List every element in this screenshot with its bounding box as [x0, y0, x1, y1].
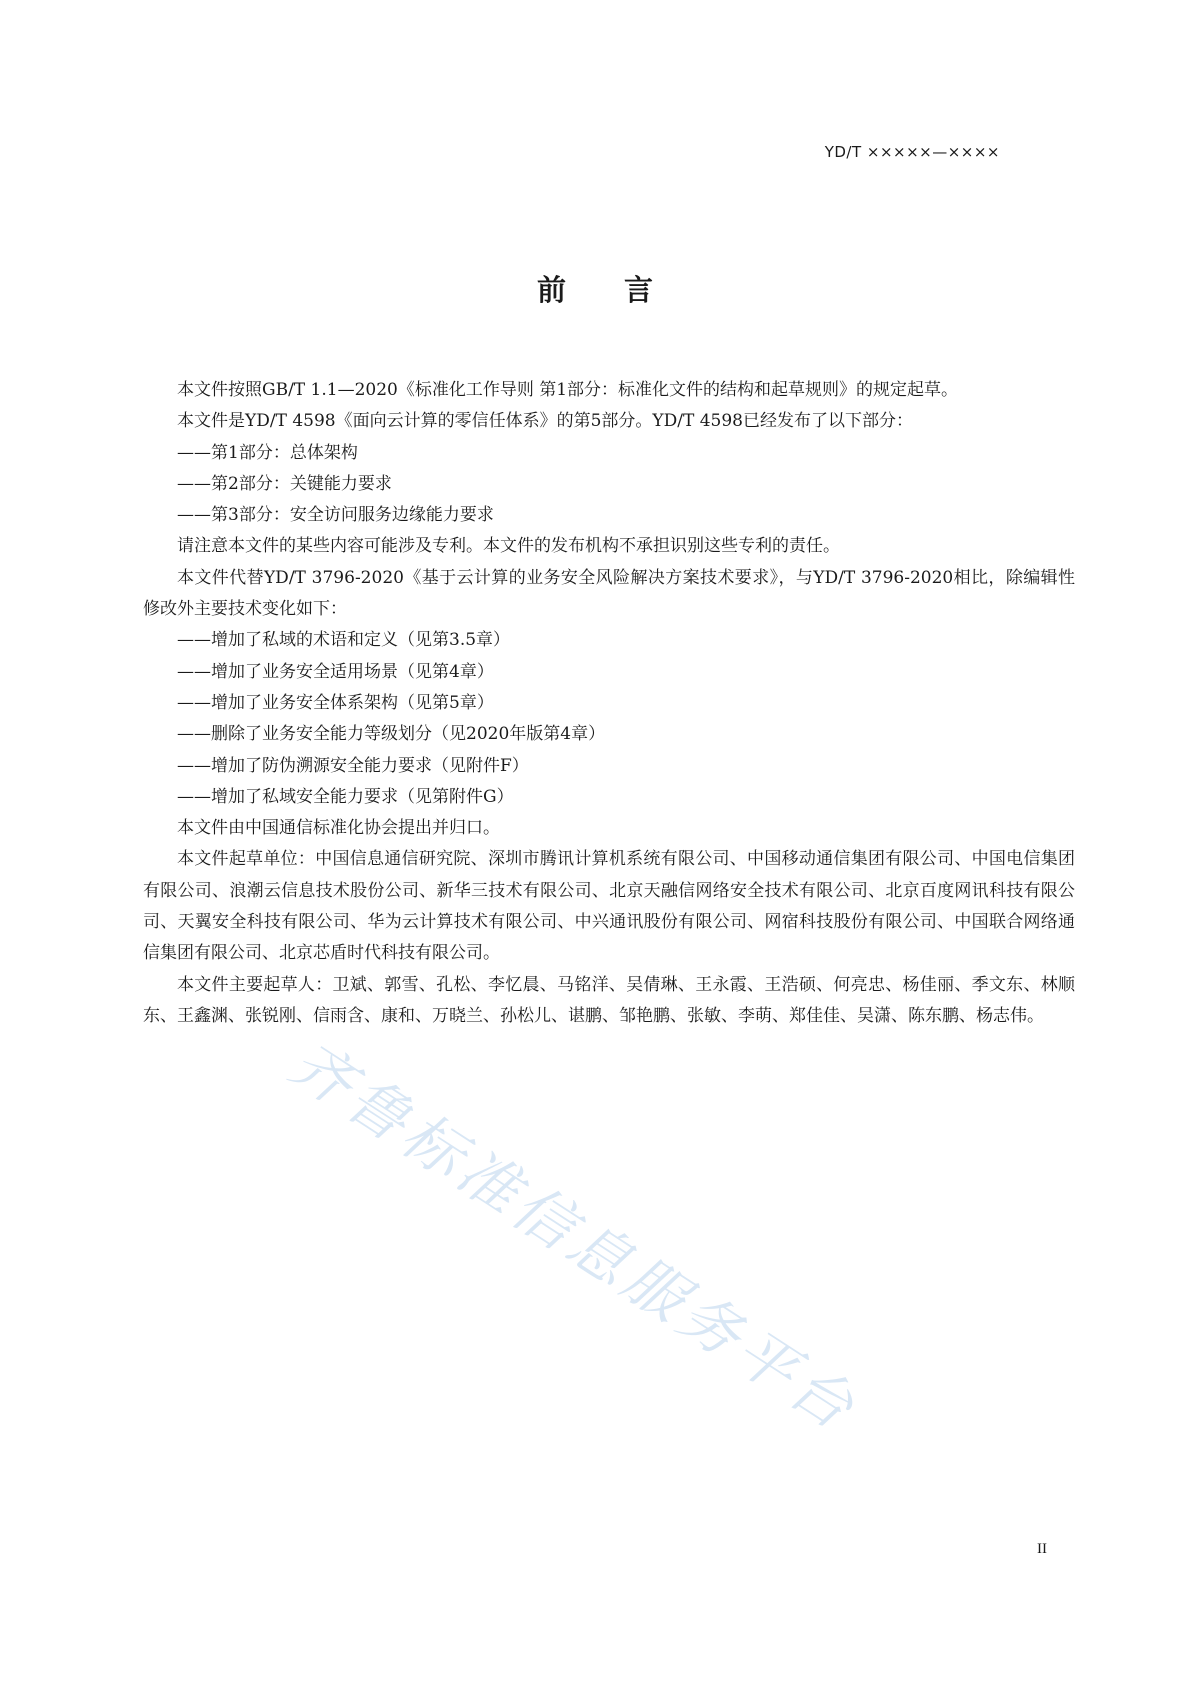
list-item-change-3: ——增加了业务安全体系架构（见第5章）: [177, 692, 494, 713]
document-body: [143, 375, 1075, 1032]
paragraph-drafters: 本文件主要起草人：卫斌、郭雪、孔松、李忆晨、马铭洋、吴倩琳、王永霞、王浩硕、何亮忠、杨佳丽、季文东、林顺东、王鑫渊、张锐刚、信雨含、康和、万晓兰、孙松儿、谌鹏、邹艳鹏、张敏、李萌、郑佳佳、吴潇、陈东鹏、杨志伟。: [143, 974, 1075, 1026]
page-title: 前言: [536, 273, 711, 307]
paragraph-drafting-units: 本文件起草单位：中国信息通信研究院、深圳市腾讯计算机系统有限公司、中国移动通信集团有限公司、中国电信集团有限公司、浪潮云信息技术股份公司、新华三技术有限公司、北京天融信网络安全技术有限公司、北京百度网讯科技有限公司、天翼安全科技有限公司、华为云计算技术有限公司、中兴通讯股份有限公司、网宿科技股份有限公司、中国联合网络通信集团有限公司、北京芯盾时代科技有限公司。: [143, 849, 1075, 964]
list-item-part-1: ——第1部分：总体架构: [177, 442, 358, 463]
paragraph-standard-basis: 本文件按照GB/T 1.1—2020《标准化工作导则 第1部分：标准化文件的结构和起草规则》的规定起草。: [177, 380, 959, 400]
list-item-change-5: ——增加了防伪溯源安全能力要求（见附件F）: [177, 755, 529, 776]
watermark: 齐鲁标准信息服务平台: [278, 1027, 870, 1447]
paragraph-series-intro: 本文件是YD/T 4598《面向云计算的零信任体系》的第5部分。YD/T 4598已经发布了以下部分：: [177, 411, 913, 432]
page-number: II: [1037, 1541, 1047, 1557]
list-item-change-1: ——增加了私域的术语和定义（见第3.5章）: [177, 630, 511, 651]
list-item-change-4: ——删除了业务安全能力等级划分（见2020年版第4章）: [177, 724, 606, 745]
list-item-change-6: ——增加了私域安全能力要求（见第附件G）: [177, 786, 514, 807]
list-item-part-2: ——第2部分：关键能力要求: [177, 473, 392, 494]
document-code: YD/T ×××××—××××: [824, 143, 1000, 161]
paragraph-proposer: 本文件由中国通信标准化协会提出并归口。: [177, 818, 500, 839]
list-item-change-2: ——增加了业务安全适用场景（见第4章）: [177, 661, 494, 682]
list-item-part-3: ——第3部分：安全访问服务边缘能力要求: [177, 505, 494, 526]
paragraph-patent-notice: 请注意本文件的某些内容可能涉及专利。本文件的发布机构不承担识别这些专利的责任。: [177, 536, 840, 557]
paragraph-replacement: 本文件代替YD/T 3796-2020《基于云计算的业务安全风险解决方案技术要求》，与YD/T 3796-2020相比，除编辑性修改外主要技术变化如下：: [143, 567, 1075, 620]
